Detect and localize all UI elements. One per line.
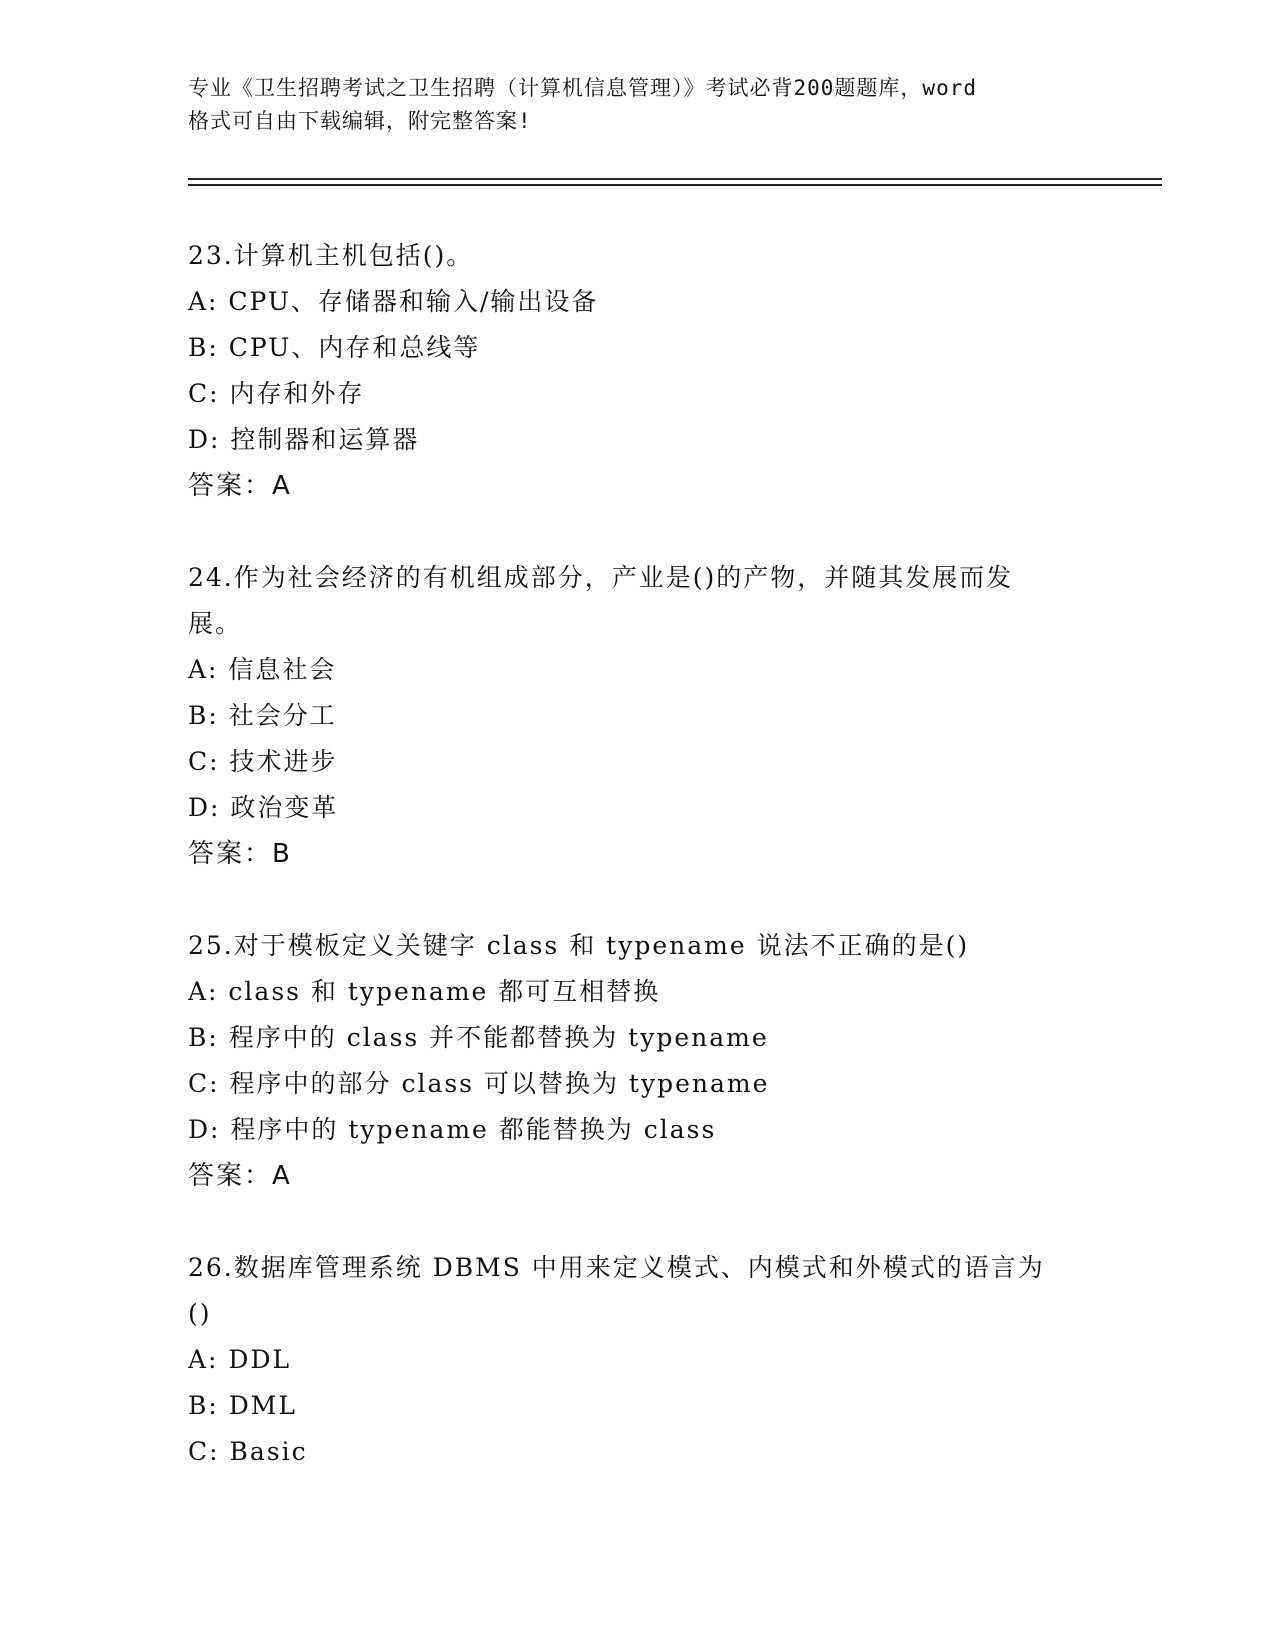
question-stem: () [188, 1299, 212, 1328]
header-divider-top [188, 178, 1162, 180]
question-option: C: 程序中的部分 class 可以替换为 typename [188, 1069, 770, 1098]
question-option: C: 技术进步 [188, 747, 338, 776]
question-stem: 25.对于模板定义关键字 class 和 typename 说法不正确的是() [188, 931, 970, 960]
question-block [188, 233, 1088, 509]
question-answer: 答案：B [188, 839, 292, 869]
question-block [188, 1245, 1088, 1475]
question-option: B: 社会分工 [188, 701, 337, 730]
question-answer: 答案：A [188, 1161, 292, 1191]
question-block [188, 923, 1088, 1199]
question-option: D: 程序中的 typename 都能替换为 class [188, 1115, 717, 1144]
question-option: D: 控制器和运算器 [188, 425, 420, 454]
question-block [188, 555, 1088, 877]
question-stem: 24.作为社会经济的有机组成部分，产业是()的产物，并随其发展而发 [188, 563, 1014, 592]
question-option: B: CPU、内存和总线等 [188, 333, 481, 362]
question-stem: 23.计算机主机包括()。 [188, 241, 474, 270]
question-option: C: Basic [188, 1437, 308, 1466]
question-option: A: DDL [188, 1345, 292, 1374]
question-stem: 展。 [188, 609, 243, 638]
header-line-2: 格式可自由下载编辑，附完整答案! [188, 109, 532, 133]
question-list [188, 233, 1088, 1521]
question-stem: 26.数据库管理系统 DBMS 中用来定义模式、内模式和外模式的语言为 [188, 1253, 1045, 1282]
question-option: A: CPU、存储器和输入/输出设备 [188, 287, 599, 316]
question-answer: 答案：A [188, 471, 292, 501]
question-option: B: 程序中的 class 并不能都替换为 typename [188, 1023, 769, 1052]
question-option: A: class 和 typename 都可互相替换 [188, 977, 661, 1006]
header-divider-bottom [188, 184, 1162, 186]
question-option: A: 信息社会 [188, 655, 337, 684]
question-option: C: 内存和外存 [188, 379, 365, 408]
document-header [188, 72, 1118, 138]
question-option: B: DML [188, 1391, 297, 1420]
header-line-1: 专业《卫生招聘考试之卫生招聘（计算机信息管理）》考试必背200题题库，word [188, 76, 977, 100]
question-option: D: 政治变革 [188, 793, 339, 822]
